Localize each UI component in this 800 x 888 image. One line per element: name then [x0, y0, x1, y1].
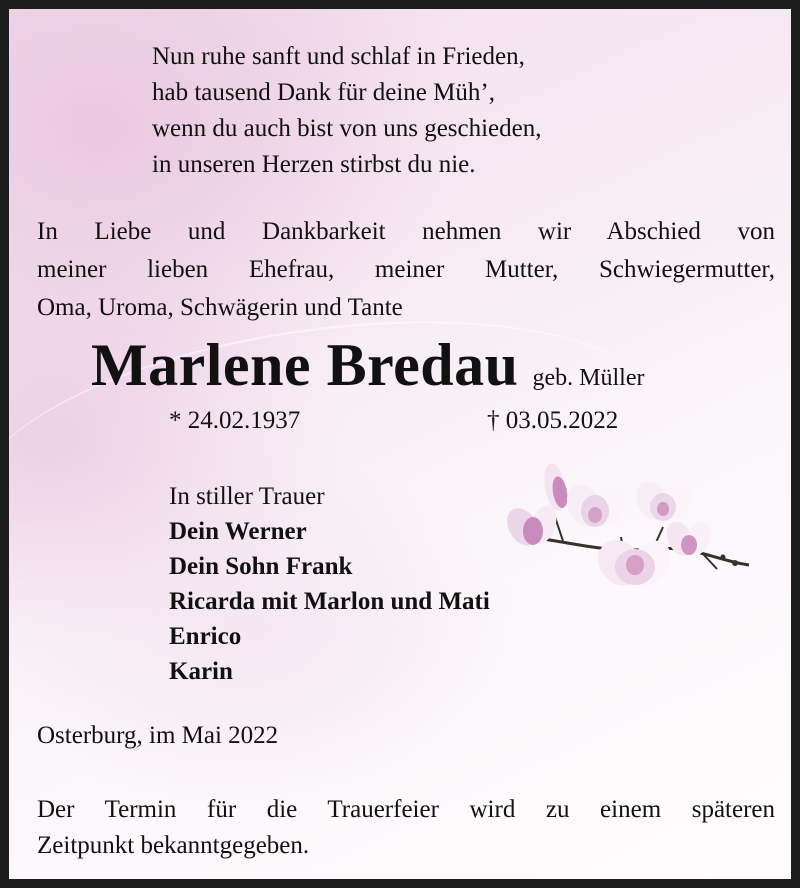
closing-line: Zeitpunkt bekanntgegeben. [37, 832, 310, 859]
deceased-name: Marlene Bredau [91, 332, 519, 398]
deceased-name-row [91, 331, 644, 400]
mourner-name: Ricarda mit Marlon und Mati [169, 588, 490, 615]
magnolia-branch-icon [503, 457, 753, 597]
closing-text [37, 792, 775, 864]
poem [152, 39, 542, 183]
intro-line: meiner lieben Ehefrau, meiner Mutter, Schwiegermutter, [37, 256, 775, 283]
death-date: † 03.05.2022 [487, 407, 619, 434]
poem-line: Nun ruhe sanft und schlaf in Frieden, [152, 43, 525, 70]
mourners-list [169, 479, 490, 689]
mourner-name: Enrico [169, 623, 242, 650]
closing-line: Der Termin für die Trauerfeier wird zu einem späteren [37, 796, 775, 823]
poem-line: in unseren Herzen stirbst du nie. [152, 151, 476, 178]
birth-name: geb. Müller [532, 365, 645, 391]
poem-line: wenn du auch bist von uns geschieden, [152, 115, 542, 142]
poem-line: hab tausend Dank für deine Müh’, [152, 79, 495, 106]
mourner-name: Dein Werner [169, 518, 307, 545]
mourner-name: Dein Sohn Frank [169, 553, 353, 580]
mourners-heading: In stiller Trauer [169, 483, 325, 510]
intro-text [37, 213, 775, 327]
birth-date: * 24.02.1937 [169, 407, 301, 434]
mourner-name: Karin [169, 658, 233, 685]
place-date: Osterburg, im Mai 2022 [37, 722, 279, 749]
intro-line: Oma, Uroma, Schwägerin und Tante [37, 294, 403, 321]
intro-line: In Liebe und Dankbarkeit nehmen wir Abschied von [37, 218, 775, 245]
